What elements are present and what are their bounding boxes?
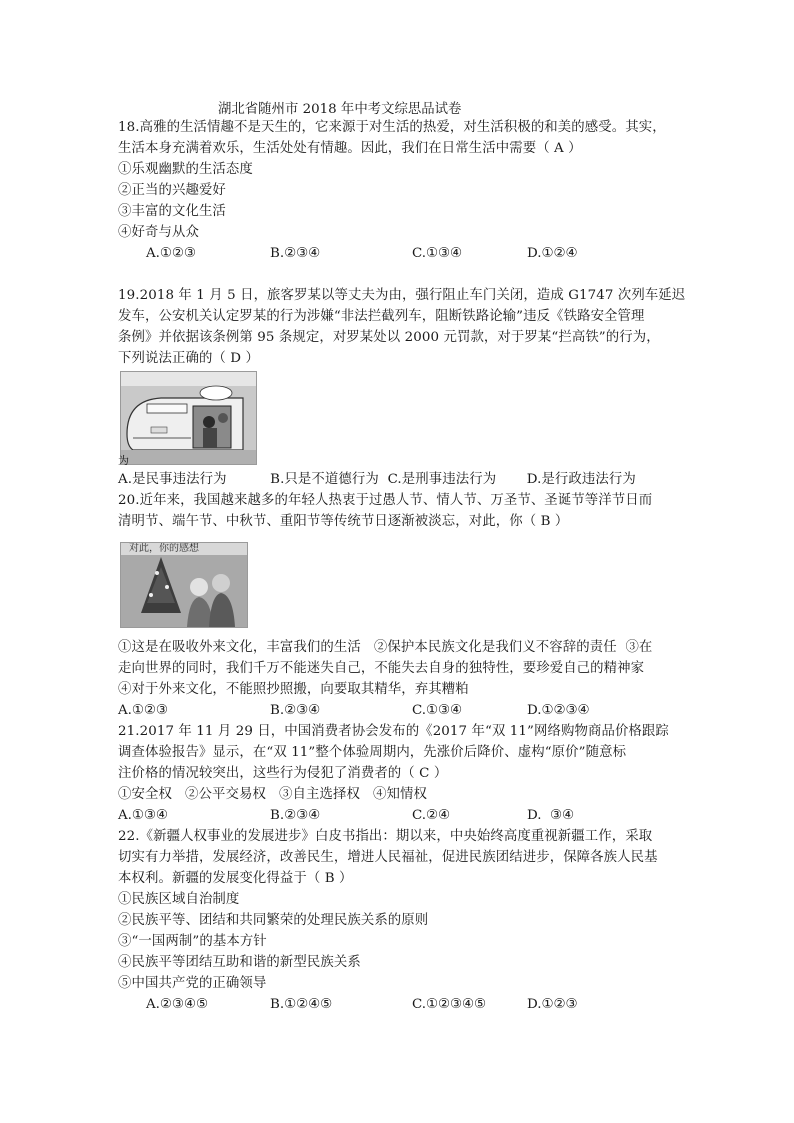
q21-stem-line-2: 调查体验报告》显示，在“双 11”整个体验周期内，先涨价后降价、虚构“原价”随意标	[118, 745, 627, 760]
q19-stem-line-2: 发车，公安机关认定罗某的行为涉嫌“非法拦截列车，阻断铁路论输”违反《铁路安全管理	[118, 309, 645, 324]
q22-option-c: C.①②③④⑤	[412, 997, 487, 1012]
train-cartoon-illustration	[121, 372, 256, 464]
q18-item-1: ①乐观幽默的生活态度	[118, 162, 253, 177]
q21-option-b: B.②③④	[270, 808, 321, 823]
q20-option-b: B.②③④	[270, 703, 321, 718]
q18-item-2: ②正当的兴趣爱好	[118, 183, 226, 198]
q22-item-2: ②民族平等、团结和共同繁荣的处理民族关系的原则	[118, 913, 429, 928]
q22-option-d: D.①②③	[527, 997, 578, 1012]
train-cartoon-image	[120, 371, 257, 465]
q18-stem-line-1: 18.高雅的生活情趣不是天生的，它来源于对生活的热爱，对生活积极的和美的感受。其实，	[118, 120, 666, 135]
q21-stem-line-1: 21.2017 年 11 月 29 日，中国消费者协会发布的《2017 年“双 11”网络购物商品价格跟踪	[118, 724, 669, 739]
q22-option-b: B.①②④⑤	[270, 997, 333, 1012]
q21-option-d: D. ③④	[527, 808, 575, 823]
q22-option-a: A.②③④⑤	[146, 997, 208, 1012]
q20-image-caption: 对此，你的感想	[129, 543, 199, 554]
q21-option-c: C.②④	[412, 808, 451, 823]
page-title: 湖北省随州市 2018 年中考文综思品试卷	[218, 102, 462, 117]
q18-option-a: A.①②③	[146, 246, 196, 261]
q19-stem-line-1: 19.2018 年 1 月 5 日，旅客罗某以等丈夫为由，强行阻止车门关闭，造成 G1747 次列车延迟	[118, 288, 686, 303]
q22-item-5: ⑤中国共产党的正确领导	[118, 976, 267, 991]
festival-photo-image	[120, 542, 248, 628]
q19-options: A.是民事违法行为 B.只是不道德行为 C.是刑事违法行为 D.是行政违法行为	[118, 472, 636, 487]
q21-items: ①安全权 ②公平交易权 ③自主选择权 ④知情权	[118, 787, 428, 802]
q20-items-line-3: ④对于外来文化，不能照抄照搬，向要取其精华，弃其糟粕	[118, 682, 469, 697]
q22-item-3: ③“一国两制”的基本方针	[118, 934, 267, 949]
q20-option-c: C.①③④	[412, 703, 463, 718]
q18-stem-line-2: 生活本身充满着欢乐，生活处处有情趣。因此，我们在日常生活中需要（ A ）	[118, 141, 582, 156]
q20-stem-line-1: 20.近年来，我国越来越多的年轻人热衷于过愚人节、情人节、万圣节、圣诞节等洋节日而	[118, 493, 653, 508]
q18-item-3: ③丰富的文化生活	[118, 204, 226, 219]
q19-stem-line-4: 下列说法正确的（ D ）	[118, 351, 259, 366]
q21-option-a: A.①③④	[118, 808, 168, 823]
festival-photo-illustration	[121, 543, 247, 627]
q19-stem-line-3: 条例》并依据该条例第 95 条规定，对罗某处以 2000 元罚款，对于罗某“拦高铁”的行为，	[118, 330, 660, 345]
q22-item-1: ①民族区域自治制度	[118, 892, 240, 907]
q20-option-a: A.①②③	[118, 703, 168, 718]
q22-item-4: ④民族平等团结互助和谐的新型民族关系	[118, 955, 361, 970]
q18-item-4: ④好奇与从众	[118, 225, 199, 240]
q22-stem-line-1: 22.《新疆人权事业的发展进步》白皮书指出：期以来，中央始终高度重视新疆工作，采取	[118, 829, 653, 844]
q18-option-d: D.①②④	[527, 246, 578, 261]
q18-option-b: B.②③④	[270, 246, 321, 261]
q20-option-d: D.①②③④	[527, 703, 590, 718]
q20-stem-line-2: 清明节、端午节、中秋节、重阳节等传统节日逐渐被淡忘，对此，你（ B ）	[118, 514, 569, 529]
q19-image-caption: 为	[118, 454, 130, 467]
q20-items-line-2: 走向世界的同时，我们千万不能迷失自己，不能失去自身的独特性，要珍爱自己的精神家	[118, 661, 645, 676]
q22-stem-line-3: 本权利。新疆的发展变化得益于（ B ）	[118, 871, 353, 886]
q22-stem-line-2: 切实有力举措，发展经济，改善民生，增进人民福祉，促进民族团结进步，保障各族人民基	[118, 850, 658, 865]
q18-option-c: C.①③④	[412, 246, 463, 261]
q21-stem-line-3: 注价格的情况较突出，这些行为侵犯了消费者的（ C ）	[118, 766, 448, 781]
q20-items-line-1: ①这是在吸收外来文化，丰富我们的生活 ②保护本民族文化是我们义不容辞的责任 ③在	[118, 640, 653, 655]
